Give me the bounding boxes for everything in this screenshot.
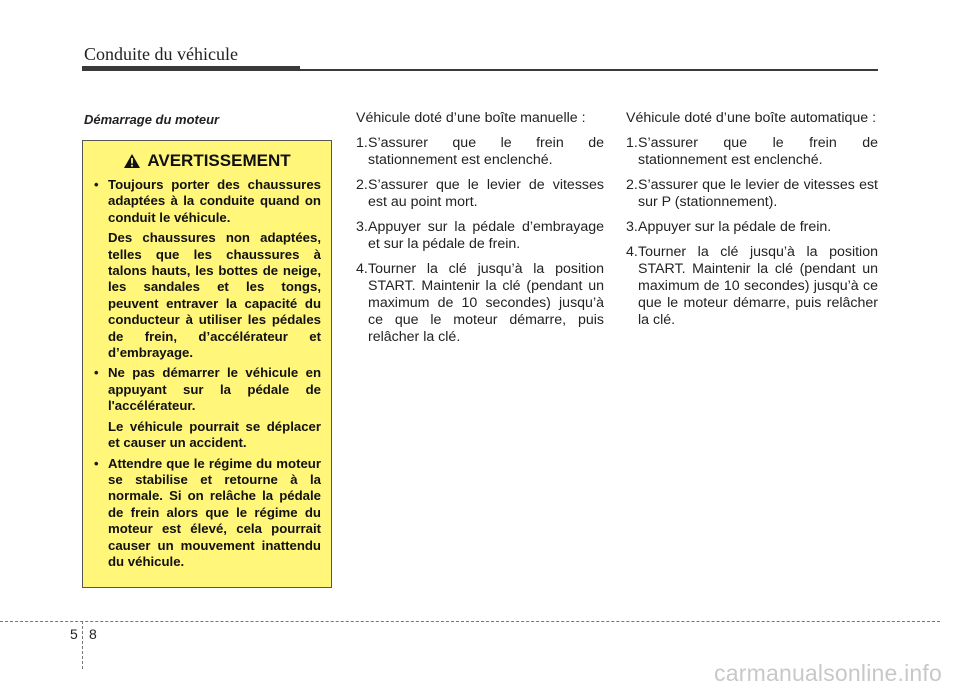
bullet: • (94, 455, 99, 471)
manual-intro: Véhicule doté d’une boîte manuelle : (356, 110, 586, 126)
warning-paragraph: Toujours porter des chaussures adaptées à la conduite quand on conduit le véhicule. (108, 177, 321, 225)
step-item (356, 177, 604, 211)
page-header-title: Conduite du véhicule (84, 44, 238, 64)
step-number: 1. (356, 135, 368, 151)
step-item (626, 177, 878, 211)
manual-transmission-column (356, 110, 604, 354)
header-rule-thin (300, 69, 878, 71)
warning-paragraph: Ne pas démarrer le véhicule en appuyant sur la pédale de l'accélérateur. (108, 365, 321, 414)
warning-paragraph: Des chaussures non adaptées, telles que les chaussures à talons hauts, les bottes de neige, les sandales et les tongs, peuvent entraver la capacité du conducteur à utiliser les pédales de frein, d’accélérateur et d’embrayage. (108, 230, 321, 361)
step-number: 4. (626, 244, 638, 260)
warning-box (82, 140, 332, 588)
step-item (356, 135, 604, 169)
automatic-intro: Véhicule doté d’une boîte automatique : (626, 110, 877, 126)
step-number: 2. (626, 177, 638, 193)
footer-divider (82, 621, 83, 669)
warning-item (93, 456, 321, 571)
step-number: 1. (626, 135, 638, 151)
header-rule-thick (82, 66, 300, 71)
step-text: S’assurer que le frein de stationnement est enclenché. (368, 135, 604, 168)
warning-item (93, 365, 321, 451)
step-number: 3. (626, 219, 638, 235)
step-item (626, 219, 878, 236)
automatic-steps (626, 135, 878, 329)
watermark: carmanualsonline.info (714, 660, 942, 686)
page-section-number: 5 (70, 626, 78, 642)
warning-heading-text: AVERTISSEMENT (147, 151, 291, 170)
section-title: Démarrage du moteur (84, 112, 220, 127)
step-number: 3. (356, 219, 368, 235)
page-number: 8 (89, 626, 97, 642)
step-item (626, 244, 878, 329)
step-item (356, 219, 604, 253)
warning-list (93, 177, 321, 570)
footer-rule (0, 621, 940, 622)
warning-heading (93, 151, 321, 171)
step-text: Appuyer sur la pédale de frein. (638, 219, 832, 235)
bullet: • (94, 365, 99, 381)
manual-steps (356, 135, 604, 346)
step-text: S’assurer que le levier de vitesses est sur P (stationnement). (638, 177, 878, 210)
warning-paragraph: Le véhicule pourrait se déplacer et causer un accident. (108, 418, 321, 451)
warning-paragraph: Attendre que le régime du moteur se stabilise et retourne à la normale. Si on relâche la pédale de frein alors que le régime du moteur est élevé, cela pourrait causer un mouvement inattendu du véhicule. (108, 455, 321, 569)
step-text: S’assurer que le frein de stationnement est enclenché. (638, 135, 878, 168)
bullet: • (94, 177, 99, 192)
step-number: 2. (356, 177, 368, 193)
step-item (626, 135, 878, 169)
automatic-transmission-column (626, 110, 878, 337)
step-text: Tourner la clé jusqu’à la position START. Maintenir la clé (pendant un maximum de 10 secondes) jusqu’à ce que le moteur démarre, puis relâcher la clé. (368, 261, 604, 345)
step-text: S’assurer que le levier de vitesses est au point mort. (368, 177, 604, 210)
step-text: Appuyer sur la pédale d’embrayage et sur la pédale de frein. (368, 219, 604, 252)
warning-item (93, 177, 321, 361)
step-item (356, 261, 604, 346)
step-number: 4. (356, 261, 368, 277)
warning-triangle-icon (123, 153, 141, 169)
step-text: Tourner la clé jusqu’à la position START. Maintenir la clé (pendant un maximum de 10 secondes) jusqu’à ce que le moteur démarre, puis relâcher la clé. (638, 244, 878, 328)
